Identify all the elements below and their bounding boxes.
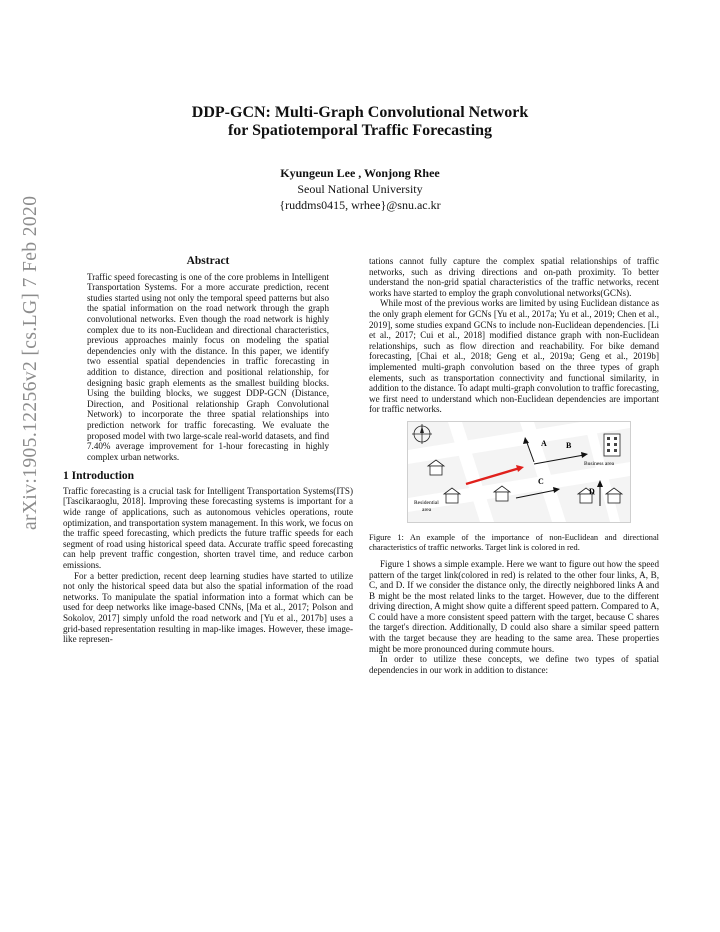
- right-paragraph-3: Figure 1 shows a simple example. Here we want to figure out how the speed pattern of the target link(colored in red) is related to the other four links, A, B, C, and D. If we consider the distance only, the directly neighbored links A and B might be the most related links to the target. However, due to the different driving direction, A might show quite a different speed pattern. Compared to A, C could have a more consistent speed pattern with the target, because C shares the target's direction. Additionally, D could also share a similar speed pattern with the target because they are heading to the same area. These properties might be more pronounced during commute hours.: [369, 558, 659, 654]
- label-c: C: [538, 476, 544, 486]
- label-business-area: Business area: [584, 460, 615, 467]
- right-paragraph-1: tations cannot fully capture the complex spatial relationships of traffic networks, such as driving directions and on-path proximity. To better understand the non-grid spatial characteristics of the traffic networks, recent works have started to employ the graph convolutional networks(GCNs).: [369, 256, 659, 298]
- figure-1-caption: Figure 1: An example of the importance of non-Euclidean and directional characteristics of traffic networks. Target link is colored in red.: [369, 532, 659, 552]
- right-paragraph-4: In order to utilize these concepts, we define two types of spatial dependencies in our work in addition to distance:: [369, 654, 659, 675]
- introduction-heading: 1 Introduction: [63, 470, 135, 483]
- label-residential-2: area: [422, 506, 432, 513]
- abstract-heading: Abstract: [186, 255, 230, 267]
- label-d: D: [589, 486, 595, 496]
- right-column: [369, 256, 659, 675]
- traffic-map-diagram: [408, 422, 630, 522]
- label-residential-1: Residential: [414, 499, 439, 506]
- author-names: Kyungeun Lee , Wonjong Rhee: [280, 166, 440, 180]
- left-column: [63, 256, 353, 645]
- affiliation: Seoul National University: [297, 182, 423, 196]
- target-link-arrowhead: [516, 465, 524, 472]
- house-icon-1: [428, 460, 444, 475]
- abstract-text: Traffic speed forecasting is one of the core problems in Intelligent Transportation Systems. For a more accurate prediction, recent studies started using not only the temporal speed patterns but also the spatial information on the road network through the graph convolutional networks. Even though the road network is highly complex due to its non-Euclidean and directional characteristics, previous approaches mainly focus on modeling the spatial dependencies only with the distance. In this paper, we identify two essential spatial dependencies in traffic forecasting in addition to distance, direction and positional relationship, for designing basic graph elements as the smallest building blocks. Using the building blocks, we suggest DDP-GCN (Distance, Direction, and Positional relationship Graph Convolutional Network) to incorporate the three spatial relationships into prediction network for traffic forecasting. We evaluate the proposed model with two large-scale real-world datasets, and find 7.40% average improvement for 1-hour forecasting in highly complex urban networks.: [87, 271, 329, 462]
- paper-title: [120, 104, 600, 140]
- compass-icon: [412, 424, 432, 444]
- intro-paragraph-1: Traffic forecasting is a crucial task for Intelligent Transportation Systems(ITS) [Tascikaraoglu, 2018]. Improving these forecasting systems is important for a wide range of applications, such as autonomous vehicles operations, route optimization, and transportation system management. In this work, we focus on the traffic speed forecasting, which predicts the future traffic speeds for each segment of road using historical speed data. Accurate traffic speed forecasting can help prevent traffic congestion, shorten travel time, and reduce carbon emissions.: [63, 485, 353, 571]
- intro-paragraph-2: For a better prediction, recent deep learning studies have started to utilize not only the historical speed data but also the spatial information of the road networks. To manipulate the spatial information into a format which can be used for deep networks like image-based CNNs, [Ma et al., 2017; Polson and Sokolov, 2017] simply unfold the road network and [Yu et al., 2017b] uses a grid-based representation resulting in map-like images. However, these image-like represen-: [63, 570, 353, 645]
- figure-1-map: [407, 421, 631, 523]
- title-line-2: for Spatiotemporal Traffic Forecasting: [227, 122, 493, 139]
- arxiv-identifier: arXiv:1905.12256v2 [cs.LG] 7 Feb 2020: [20, 195, 41, 530]
- label-b: B: [566, 440, 572, 450]
- business-building-icon: [604, 434, 620, 456]
- title-line-1: DDP-GCN: Multi-Graph Convolutional Network: [191, 104, 529, 121]
- author-block: [120, 165, 600, 213]
- email: {ruddms0415, wrhee}@snu.ac.kr: [279, 198, 441, 212]
- right-paragraph-2: While most of the previous works are limited by using Euclidean distance as the only graph element for GCNs [Yu et al., 2017a; Yu et al., 2019; Chen et al., 2019], some studies expand GCNs to include non-Euclidean dependencies. [Li et al., 2017; Cui et al., 2018] modified distance graph with non-Euclidean relationships, such as flow direction and reachability. For bike demand forecasting, [Chai et al., 2018; Geng et al., 2019a; Geng et al., 2019b] implemented multi-graph convolution based on the three types of graph elements, such as transportation connectivity and functional similarity, in addition to the distance. To adapt multi-graph convolution to traffic forecasting, we first need to understand which non-Euclidean dependencies are important for traffic networks.: [369, 298, 659, 415]
- label-a: A: [541, 438, 547, 448]
